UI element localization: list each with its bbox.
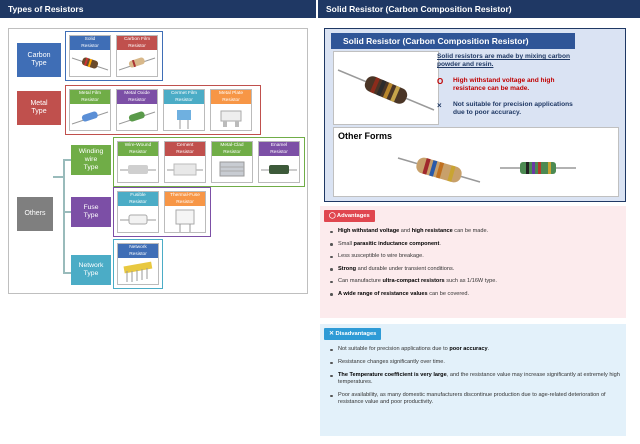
metal-clad-resistor-image	[212, 156, 252, 183]
connector-line	[63, 159, 65, 273]
disadvantage-item: Resistance changes significantly over time.	[328, 359, 622, 366]
card-cement-resistor: Cement Resistor	[164, 141, 206, 183]
connector-line	[63, 159, 71, 161]
metal-plate-resistor-image	[211, 104, 251, 131]
other-form-photo-1	[394, 142, 484, 194]
metal-group	[65, 85, 261, 135]
carbon-group	[65, 31, 163, 81]
category-others: Others	[17, 197, 53, 231]
card-fusible-resistor: Fusible Resistor	[117, 191, 159, 233]
other-forms-box	[333, 127, 619, 197]
advantages-list	[328, 228, 622, 303]
fuse-group	[113, 187, 211, 237]
advantage-item: Small parasitic inductance component.	[328, 241, 622, 248]
advantages-panel	[320, 206, 626, 318]
cement-resistor-image	[165, 156, 205, 183]
card-solid-resistor: Solid Resistor	[69, 35, 111, 77]
wire-wound-resistor-image	[118, 156, 158, 183]
enamel-resistor-image	[259, 156, 299, 183]
other-forms-title: Other Forms	[338, 131, 393, 141]
card-cermet-film-resistor: Cermet Film Resistor	[163, 89, 205, 131]
card-metal-clad-resistor: Metal-Clad Resistor	[211, 141, 253, 183]
solid-resistor-image	[70, 50, 110, 77]
card-metal-oxide-resistor: Metal Oxide Resistor	[116, 89, 158, 131]
solid-resistor-point-disadvantage: Not suitable for precision applications due to poor accuracy.	[453, 101, 573, 117]
metal-oxide-resistor-image	[117, 104, 157, 131]
solid-resistor-point-advantage: High withstand voltage and high resistance can be made.	[453, 77, 555, 93]
advantage-item: Can manufacture ultra-compact resistors such as 1/16W type.	[328, 278, 622, 285]
network-resistor-image	[118, 258, 158, 285]
connector-line	[63, 211, 71, 213]
category-carbon: Carbon Type	[17, 43, 61, 77]
disadvantages-panel	[320, 324, 626, 436]
disadvantage-item: Not suitable for precision applications due to poor accuracy.	[328, 346, 622, 353]
card-enamel-resistor: Enamel Resistor	[258, 141, 300, 183]
thermal-fuse-resistor-image	[165, 206, 205, 233]
winding-wire-group	[113, 137, 305, 187]
left-header: Types of Resistors	[0, 0, 316, 18]
network-group	[113, 239, 163, 289]
card-metal-plate-resistor: Metal Plate Resistor	[210, 89, 252, 131]
card-network-resistor: Network Resistor	[117, 243, 159, 285]
card-carbon-film-resistor: Carbon Film Resistor	[116, 35, 158, 77]
advantage-symbol: O	[437, 77, 444, 86]
solid-resistor-description: Solid resistors are made by mixing carbon powder and resin.	[437, 53, 571, 69]
card-thermal-fuse-resistor: Thermal-Fuse Resistor	[164, 191, 206, 233]
subcategory-network: Network Type	[71, 255, 111, 285]
subcategory-winding-wire: Winding wire Type	[71, 145, 111, 175]
solid-resistor-title: Solid Resistor (Carbon Composition Resistor)	[331, 33, 575, 49]
advantage-item: Less susceptible to wire breakage.	[328, 253, 622, 260]
solid-resistor-box	[324, 28, 626, 202]
card-metal-film-resistor: Metal Film Resistor	[69, 89, 111, 131]
disadvantage-symbol: ×	[437, 101, 442, 110]
disadvantages-list	[328, 346, 622, 412]
cermet-film-resistor-image	[164, 104, 204, 131]
fusible-resistor-image	[118, 206, 158, 233]
right-header: Solid Resistor (Carbon Composition Resistor)	[318, 0, 640, 18]
advantage-item: High withstand voltage and high resistance can be made.	[328, 228, 622, 235]
disadvantage-item: The Temperature coefficient is very large, and the resistance value may increase significantly at extremely high temperatures.	[328, 372, 622, 386]
advantage-item: Strong and durable under transient conditions.	[328, 266, 622, 273]
advantages-badge: ◯ Advantages	[324, 210, 375, 222]
metal-film-resistor-image	[70, 104, 110, 131]
carbon-film-resistor-image	[117, 50, 157, 77]
connector-line	[53, 176, 63, 178]
category-metal: Metal Type	[17, 91, 61, 125]
advantage-item: A wide range of resistance values can be covered.	[328, 291, 622, 298]
resistor-type-tree	[8, 28, 308, 294]
other-form-photo-2	[498, 142, 578, 194]
disadvantages-badge: ✕ Disadvantages	[324, 328, 381, 340]
connector-line	[63, 272, 71, 274]
solid-resistor-photo	[333, 51, 439, 125]
subcategory-fuse: Fuse Type	[71, 197, 111, 227]
disadvantage-item: Poor availability, as many domestic manufacturers discontinue production due to age-related deterioration of resistance value and poor productivity.	[328, 392, 622, 406]
card-wire-wound-resistor: Wire-Wound Resistor	[117, 141, 159, 183]
